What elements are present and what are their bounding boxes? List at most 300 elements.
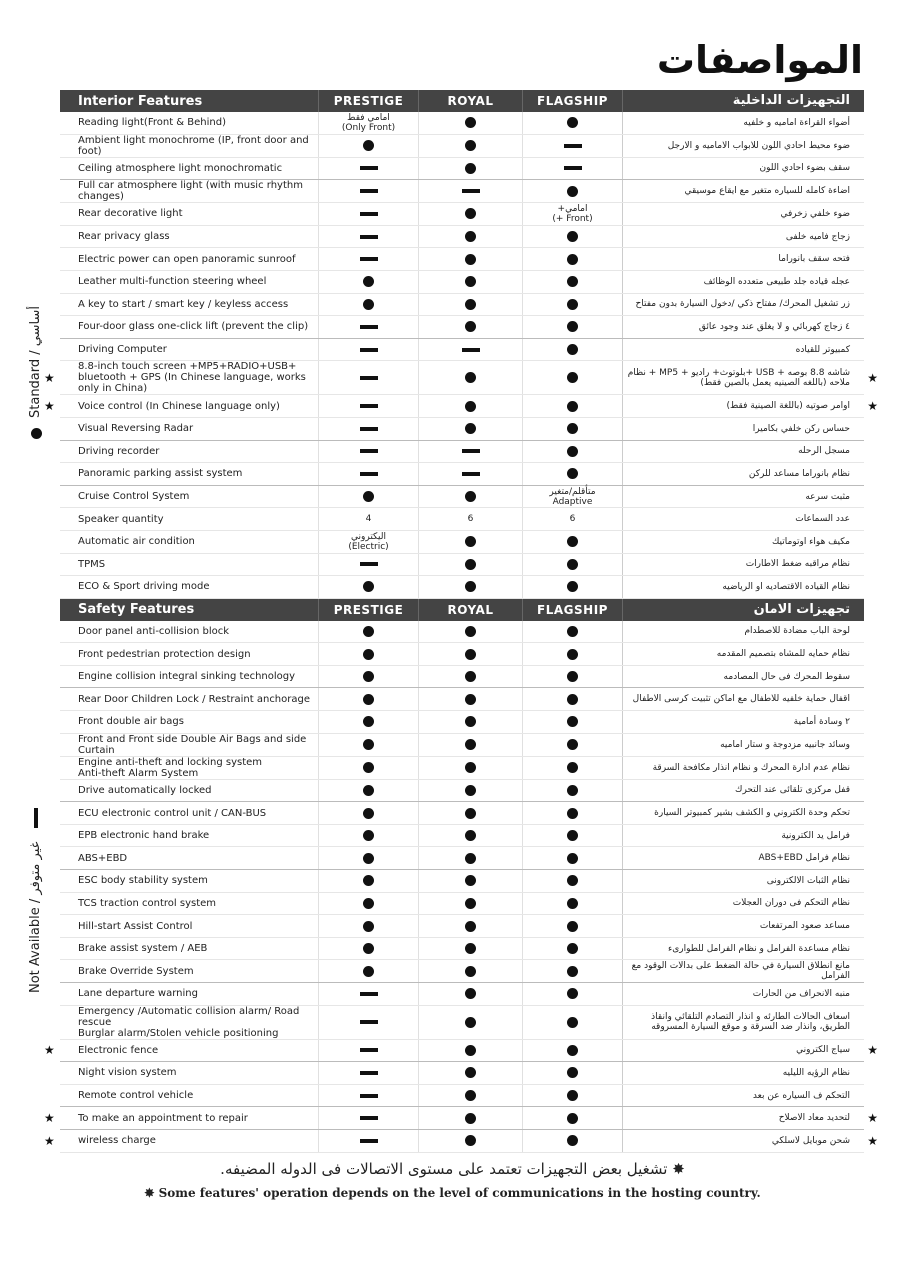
standard-dot-icon xyxy=(567,299,578,310)
feature-name-en: Emergency /Automatic collision alarm/ Road rescue Burglar alarm/Stolen vehicle positioning xyxy=(78,1005,300,1039)
feature-name-en: Leather multi-function steering wheel xyxy=(78,276,267,288)
prestige-cell xyxy=(318,441,418,463)
feature-name-ar: عجله قياده جلد طبيعى متعدده الوظائف xyxy=(622,271,864,293)
table-row xyxy=(60,486,864,509)
royal-cell xyxy=(418,870,522,892)
standard-dot-icon xyxy=(567,581,578,592)
prestige-cell xyxy=(318,316,418,338)
prestige-cell xyxy=(318,395,418,417)
prestige-cell xyxy=(318,915,418,937)
cell-value: 6 xyxy=(569,514,576,525)
feature-name-ar: ٤ زجاج كهربائي و لا يغلق عند وجود عائق xyxy=(622,316,864,338)
flagship-cell xyxy=(522,576,622,598)
standard-dot-icon xyxy=(363,785,374,796)
standard-dot-icon xyxy=(363,921,374,932)
royal-cell xyxy=(418,938,522,960)
feature-name-en: Door panel anti-collision block xyxy=(78,625,230,637)
flagship-cell xyxy=(522,666,622,688)
prestige-cell xyxy=(318,666,418,688)
royal-cell xyxy=(418,463,522,485)
standard-dot-icon xyxy=(567,671,578,682)
standard-dot-icon xyxy=(567,762,578,773)
table-row xyxy=(60,643,864,666)
feature-name-en: Front pedestrian protection design xyxy=(78,648,251,660)
flagship-cell xyxy=(522,711,622,733)
standard-dot-icon xyxy=(465,898,476,909)
flagship-cell xyxy=(522,203,622,225)
feature-name-en: Hill-start Assist Control xyxy=(78,920,193,932)
feature-name-ar: نظام الثبات الالكترونى xyxy=(622,870,864,892)
table-row xyxy=(60,780,864,803)
standard-dot-icon xyxy=(465,1090,476,1101)
prestige-cell xyxy=(318,294,418,316)
table-row xyxy=(60,135,864,158)
flagship-cell xyxy=(522,294,622,316)
prestige-cell xyxy=(318,1006,418,1039)
feature-name-ar: التحكم ف السياره عن بعد xyxy=(622,1085,864,1107)
prestige-cell xyxy=(318,870,418,892)
page-title: المواصفات xyxy=(656,38,863,82)
star-icon: ★ xyxy=(867,1111,878,1126)
standard-dot-icon xyxy=(465,853,476,864)
feature-name-en: Rear privacy glass xyxy=(78,231,170,243)
royal-cell xyxy=(418,294,522,316)
not-available-dash-icon xyxy=(360,235,378,239)
table-row xyxy=(60,688,864,711)
flagship-cell xyxy=(522,112,622,134)
star-icon: ★ xyxy=(44,399,55,414)
table-row xyxy=(44,1107,878,1130)
standard-dot-icon xyxy=(465,1017,476,1028)
prestige-cell xyxy=(318,757,418,779)
feature-name-en: Reading light(Front & Behind) xyxy=(78,117,226,129)
standard-dot-icon xyxy=(567,254,578,265)
not-available-dash-icon xyxy=(360,348,378,352)
flagship-cell xyxy=(522,395,622,417)
table-row xyxy=(44,1130,878,1153)
feature-name-en: Engine anti-theft and locking system Anti-theft Alarm System xyxy=(78,756,263,779)
table-row xyxy=(60,226,864,249)
feature-name-ar: نظام الرؤيه الليليه xyxy=(622,1062,864,1084)
standard-dot-icon xyxy=(363,966,374,977)
standard-dot-icon xyxy=(567,1135,578,1146)
prestige-cell xyxy=(318,938,418,960)
feature-name-en: Ceiling atmosphere light monochromatic xyxy=(78,162,283,174)
prestige-cell xyxy=(318,112,418,134)
table-row xyxy=(60,870,864,893)
feature-name-ar: أضواء القراءة اماميه و خلفيه xyxy=(622,112,864,134)
feature-name-ar: ضوء محيط احادي اللون للابواب الاماميه و الارجل xyxy=(622,135,864,157)
not-available-dash-icon xyxy=(360,325,378,329)
royal-cell xyxy=(418,1006,522,1039)
feature-name-en: Rear Door Children Lock / Restraint anchorage xyxy=(78,693,311,705)
prestige-cell xyxy=(318,780,418,802)
feature-name-en: Four-door glass one-click lift (prevent the clip) xyxy=(78,321,309,333)
prestige-cell xyxy=(318,825,418,847)
flagship-cell xyxy=(522,1130,622,1152)
not-available-dash-icon xyxy=(360,1020,378,1024)
standard-dot-icon xyxy=(31,428,42,439)
flagship-cell xyxy=(522,316,622,338)
not-available-dash-icon xyxy=(462,348,480,352)
safety-header-r: ROYAL xyxy=(418,599,522,621)
not-available-dash-icon xyxy=(360,166,378,170)
flagship-cell xyxy=(522,688,622,710)
standard-dot-icon xyxy=(567,372,578,383)
standard-dot-icon xyxy=(363,716,374,727)
flagship-cell xyxy=(522,983,622,1005)
standard-dot-icon xyxy=(465,1045,476,1056)
prestige-cell xyxy=(318,643,418,665)
standard-dot-icon xyxy=(363,853,374,864)
prestige-cell xyxy=(318,893,418,915)
table-row xyxy=(60,757,864,780)
feature-name-en: Rear decorative light xyxy=(78,208,183,220)
royal-cell xyxy=(418,554,522,576)
not-available-dash-icon xyxy=(360,257,378,261)
standard-dot-icon xyxy=(465,117,476,128)
not-available-dash-icon xyxy=(360,472,378,476)
not-available-dash-icon xyxy=(360,427,378,431)
flagship-cell xyxy=(522,158,622,180)
table-row xyxy=(60,339,864,362)
feature-name-ar: مساعد صعود المرتفعات xyxy=(622,915,864,937)
interior-header-en: Interior Features xyxy=(78,93,203,109)
table-row xyxy=(60,248,864,271)
standard-dot-icon xyxy=(567,423,578,434)
feature-name-en: To make an appointment to repair xyxy=(78,1112,248,1124)
royal-cell xyxy=(418,1040,522,1062)
star-icon: ★ xyxy=(867,399,878,414)
feature-name-en: 8.8-inch touch screen +MP5+RADIO+USB+ bluetooth + GPS (In Chinese language, works only in China) xyxy=(78,361,306,395)
prestige-cell xyxy=(318,531,418,553)
royal-cell xyxy=(418,135,522,157)
flagship-cell xyxy=(522,915,622,937)
table-row xyxy=(60,441,864,464)
feature-name-en: EPB electronic hand brake xyxy=(78,830,210,842)
prestige-cell xyxy=(318,135,418,157)
table-row xyxy=(44,361,878,395)
royal-cell xyxy=(418,711,522,733)
feature-name-ar: نظام فرامل ABS+EBD xyxy=(622,847,864,869)
table-row xyxy=(60,180,864,203)
feature-name-en: Drive automatically locked xyxy=(78,784,212,796)
standard-dot-icon xyxy=(465,762,476,773)
feature-name-ar: ضوء خلفي زخرفي xyxy=(622,203,864,225)
standard-dot-icon xyxy=(567,830,578,841)
flagship-cell xyxy=(522,870,622,892)
prestige-cell xyxy=(318,960,418,982)
table-row xyxy=(60,531,864,554)
standard-dot-icon xyxy=(363,694,374,705)
standard-dot-icon xyxy=(465,231,476,242)
table-row xyxy=(60,621,864,644)
feature-name-en: Brake assist system / AEB xyxy=(78,943,208,955)
standard-dot-icon xyxy=(567,1090,578,1101)
standard-dot-icon xyxy=(465,276,476,287)
not-available-dash-icon xyxy=(360,992,378,996)
royal-cell xyxy=(418,203,522,225)
legend-not-available-label: Not Available / غير متوفر xyxy=(28,841,43,993)
standard-dot-icon xyxy=(567,988,578,999)
feature-name-ar: حساس ركن خلفي بكاميرا xyxy=(622,418,864,440)
feature-name-ar: قفل مركزى تلقائى عند التحرك xyxy=(622,780,864,802)
royal-cell xyxy=(418,1107,522,1129)
table-row xyxy=(60,825,864,848)
table-row xyxy=(60,316,864,339)
table-row xyxy=(60,1062,864,1085)
legend-standard-label: Standard / أساسي xyxy=(28,306,43,418)
interior-section-header xyxy=(60,90,864,112)
royal-cell xyxy=(418,983,522,1005)
standard-dot-icon xyxy=(465,808,476,819)
feature-name-ar: زجاج فاميه خلفى xyxy=(622,226,864,248)
royal-cell xyxy=(418,441,522,463)
standard-dot-icon xyxy=(465,1135,476,1146)
standard-dot-icon xyxy=(567,898,578,909)
not-available-dash-icon xyxy=(360,189,378,193)
standard-dot-icon xyxy=(465,1113,476,1124)
star-icon: ★ xyxy=(44,1043,55,1058)
royal-cell xyxy=(418,508,522,530)
flagship-cell xyxy=(522,226,622,248)
prestige-cell xyxy=(318,554,418,576)
feature-name-ar: عدد السماعات xyxy=(622,508,864,530)
feature-name-ar: لوحة الباب مضادة للاصطدام xyxy=(622,621,864,643)
feature-name-en: Cruise Control System xyxy=(78,491,190,503)
flagship-cell xyxy=(522,135,622,157)
standard-dot-icon xyxy=(465,536,476,547)
royal-cell xyxy=(418,226,522,248)
prestige-cell xyxy=(318,486,418,508)
feature-name-en: Ambient light monochrome (IP, front door and foot) xyxy=(78,134,309,157)
prestige-cell xyxy=(318,463,418,485)
star-icon: ★ xyxy=(44,1111,55,1126)
royal-cell xyxy=(418,960,522,982)
feature-name-en: Visual Reversing Radar xyxy=(78,423,194,435)
standard-dot-icon xyxy=(465,321,476,332)
standard-dot-icon xyxy=(465,875,476,886)
standard-dot-icon xyxy=(363,830,374,841)
prestige-cell xyxy=(318,180,418,202)
feature-name-ar: ٢ وسادة أمامية xyxy=(622,711,864,733)
standard-dot-icon xyxy=(465,401,476,412)
flagship-cell xyxy=(522,1107,622,1129)
interior-header-p: PRESTIGE xyxy=(318,90,418,112)
feature-name-en: Voice control (In Chinese language only) xyxy=(78,400,280,412)
feature-name-en: Front double air bags xyxy=(78,716,184,728)
standard-dot-icon xyxy=(567,468,578,479)
standard-dot-icon xyxy=(567,739,578,750)
prestige-cell xyxy=(318,576,418,598)
table-row xyxy=(60,203,864,226)
royal-cell xyxy=(418,180,522,202)
royal-cell xyxy=(418,915,522,937)
safety-header-ar: تجهيزات الامان xyxy=(622,599,864,621)
standard-dot-icon xyxy=(465,830,476,841)
royal-cell xyxy=(418,688,522,710)
standard-dot-icon xyxy=(465,581,476,592)
royal-cell xyxy=(418,112,522,134)
safety-header-f: FLAGSHIP xyxy=(522,599,622,621)
table-row xyxy=(60,893,864,916)
royal-cell xyxy=(418,316,522,338)
feature-name-ar: نظام التحكم فى دوران العجلات xyxy=(622,893,864,915)
flagship-cell xyxy=(522,938,622,960)
not-available-dash-icon xyxy=(462,472,480,476)
royal-cell xyxy=(418,666,522,688)
standard-dot-icon xyxy=(465,559,476,570)
feature-name-ar: مانع انطلاق السيارة في حالة الضغط على بدالات الوقود مع الفرامل xyxy=(622,960,864,982)
not-available-dash-icon xyxy=(564,166,582,170)
cell-value: اليكتروني (Electric) xyxy=(348,531,389,552)
feature-name-ar: منبه الانحراف من الحارات xyxy=(622,983,864,1005)
table-row xyxy=(60,734,864,757)
feature-name-ar: تحكم وحدة الكتروني و الكشف بشير كمبيوتر السيارة xyxy=(622,802,864,824)
feature-name-ar: نظام عدم ادارة المحرك و نظام انذار مكافحة السرقة xyxy=(622,757,864,779)
flagship-cell xyxy=(522,361,622,394)
not-available-dash-icon xyxy=(360,1071,378,1075)
standard-dot-icon xyxy=(567,1045,578,1056)
not-available-dash-icon xyxy=(34,808,38,828)
standard-dot-icon xyxy=(567,808,578,819)
table-row xyxy=(60,1085,864,1108)
standard-dot-icon xyxy=(567,559,578,570)
table-row xyxy=(60,666,864,689)
prestige-cell xyxy=(318,983,418,1005)
flagship-cell xyxy=(522,1062,622,1084)
standard-dot-icon xyxy=(567,1017,578,1028)
safety-header-en: Safety Features xyxy=(78,602,195,618)
standard-dot-icon xyxy=(567,117,578,128)
flagship-cell xyxy=(522,271,622,293)
feature-name-ar: اسعاف الحالات الطارئه و انذار التصادم التلقائي وانقاذ الطريق، وانذار ضد السرقة و موقع السيارة المسروقه xyxy=(622,1006,864,1039)
standard-dot-icon xyxy=(465,626,476,637)
not-available-dash-icon xyxy=(564,144,582,148)
prestige-cell xyxy=(318,802,418,824)
feature-name-ar: نظام بانوراما مساعد للركن xyxy=(622,463,864,485)
standard-dot-icon xyxy=(465,966,476,977)
interior-header-r: ROYAL xyxy=(418,90,522,112)
standard-dot-icon xyxy=(567,1113,578,1124)
flagship-cell xyxy=(522,463,622,485)
feature-name-en: ECO & Sport driving mode xyxy=(78,581,210,593)
feature-name-ar: مكيف هواء اوتوماتيك xyxy=(622,531,864,553)
cell-value: 4 xyxy=(365,514,372,525)
royal-cell xyxy=(418,1130,522,1152)
feature-name-en: Remote control vehicle xyxy=(78,1090,194,1102)
prestige-cell xyxy=(318,688,418,710)
standard-dot-icon xyxy=(567,921,578,932)
royal-cell xyxy=(418,486,522,508)
not-available-dash-icon xyxy=(360,212,378,216)
feature-name-en: Panoramic parking assist system xyxy=(78,468,243,480)
feature-name-en: Automatic air condition xyxy=(78,536,195,548)
feature-name-ar: مثبت سرعه xyxy=(622,486,864,508)
standard-dot-icon xyxy=(363,276,374,287)
table-row xyxy=(60,938,864,961)
standard-dot-icon xyxy=(363,943,374,954)
star-icon: ★ xyxy=(867,1043,878,1058)
star-icon: ★ xyxy=(44,370,55,385)
spec-table xyxy=(44,90,878,1153)
prestige-cell xyxy=(318,508,418,530)
cell-value: +امامي (+ Front) xyxy=(552,203,593,224)
standard-dot-icon xyxy=(567,536,578,547)
royal-cell xyxy=(418,339,522,361)
not-available-dash-icon xyxy=(360,376,378,380)
prestige-cell xyxy=(318,621,418,643)
standard-dot-icon xyxy=(567,853,578,864)
royal-cell xyxy=(418,734,522,756)
standard-dot-icon xyxy=(465,254,476,265)
standard-dot-icon xyxy=(567,321,578,332)
standard-dot-icon xyxy=(363,808,374,819)
royal-cell xyxy=(418,780,522,802)
table-row xyxy=(60,960,864,983)
not-available-dash-icon xyxy=(360,404,378,408)
standard-dot-icon xyxy=(363,140,374,151)
standard-dot-icon xyxy=(363,898,374,909)
not-available-dash-icon xyxy=(360,1139,378,1143)
standard-dot-icon xyxy=(465,372,476,383)
feature-name-en: Speaker quantity xyxy=(78,513,164,525)
flagship-cell xyxy=(522,339,622,361)
feature-name-en: Electric power can open panoramic sunroof xyxy=(78,253,296,265)
standard-dot-icon xyxy=(363,626,374,637)
flagship-cell xyxy=(522,893,622,915)
table-row xyxy=(60,112,864,135)
prestige-cell xyxy=(318,1130,418,1152)
feature-name-en: Brake Override System xyxy=(78,965,194,977)
standard-dot-icon xyxy=(567,875,578,886)
standard-dot-icon xyxy=(465,921,476,932)
royal-cell xyxy=(418,418,522,440)
prestige-cell xyxy=(318,711,418,733)
prestige-cell xyxy=(318,339,418,361)
feature-name-ar: شاشه 8.8 بوصه + USB +بلوتوث+ راديو + MP5 + نظام ملاحه (باللغه الصينيه يعمل بالصين فقط) xyxy=(622,361,864,394)
not-available-dash-icon xyxy=(360,1094,378,1098)
standard-dot-icon xyxy=(363,762,374,773)
table-row xyxy=(60,802,864,825)
feature-name-ar: اضاءة كامله للسياره متغير مع ايقاع موسيقي xyxy=(622,180,864,202)
standard-dot-icon xyxy=(465,785,476,796)
feature-name-ar: زر تشغيل المحرك/ مفتاح ذكي /دخول السيارة بدون مفتاح xyxy=(622,294,864,316)
star-icon: ★ xyxy=(867,1133,878,1148)
standard-dot-icon xyxy=(465,649,476,660)
feature-name-en: Night vision system xyxy=(78,1067,177,1079)
table-row xyxy=(60,576,864,599)
flagship-cell xyxy=(522,1006,622,1039)
interior-header-ar: التجهيزات الداخلية xyxy=(622,90,864,112)
royal-cell xyxy=(418,621,522,643)
flagship-cell xyxy=(522,418,622,440)
standard-dot-icon xyxy=(465,739,476,750)
cell-value: متأقلم/متغير Adaptive xyxy=(549,486,596,507)
feature-name-en: Driving recorder xyxy=(78,445,160,457)
standard-dot-icon xyxy=(465,716,476,727)
prestige-cell xyxy=(318,158,418,180)
not-available-dash-icon xyxy=(360,1048,378,1052)
footer-note-english: ✸ Some features' operation depends on the level of communications in the hosting country. xyxy=(144,1186,761,1200)
standard-dot-icon xyxy=(465,140,476,151)
flagship-cell xyxy=(522,621,622,643)
royal-cell xyxy=(418,643,522,665)
royal-cell xyxy=(418,1085,522,1107)
standard-dot-icon xyxy=(567,1067,578,1078)
table-row xyxy=(60,463,864,486)
interior-header-f: FLAGSHIP xyxy=(522,90,622,112)
